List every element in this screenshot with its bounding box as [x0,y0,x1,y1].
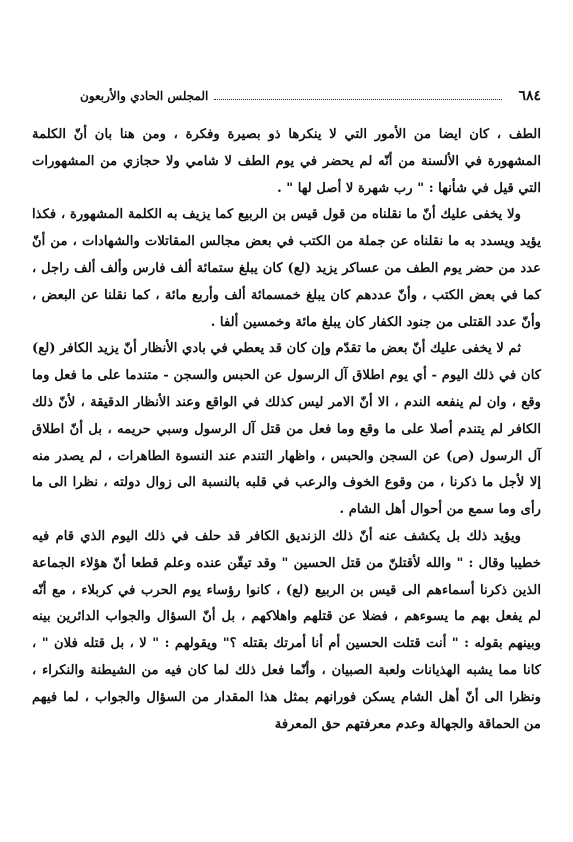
body-text [32,122,541,738]
running-header [80,88,541,108]
chapter-title: المجلس الحادي والأربعون [80,89,209,103]
paragraph: ويؤيد ذلك بل يكشف عنه أنّ ذلك الزنديق الكافر قد حلف في ذلك اليوم الذي قام فيه خطيبا وقال : " والله لأقتلنّ من قتل الحسين " وقد تيقّن عنده وعلم قطعا أنّ هؤلاء الجماعة الذين ذكرنا أسماءهم الى قيس بن الربيع (لع) ، كانوا رؤساء يوم الحرب في كربلاء ، مع أنّه لم يفعل بهم ما يسوءهم ، فضلا عن قتلهم واهلاكهم ، بل أنّ السؤال والجواب الدائرين بينه وبينهم بقوله : " أنت قتلت الحسين أم أنا أمرتك بقتله ؟" ويقولهم : " لا ، بل قتله فلان " ، كانا مما يشبه الهذيانات ولعبة الصبيان ، وأنّما فعل ذلك لما كان فيه من الشيطنة والنكراء ، ونظرا الى أنّ أهل الشام يسكن فورانهم بمثل هذا المقدار من السؤال والجواب ، لما فيهم من الحماقة والجهالة وعدم معرفتهم حق المعرفة [32,528,541,732]
page-number: ٦٨٤ [518,88,541,104]
paragraph: ثم لا يخفى عليك أنّ بعض ما تقدّم وإن كان قد يعطي في بادي الأنظار أنّ يزيد الكافر (لع) كان في ذلك اليوم - أي يوم اطلاق آل الرسول عن الحبس والسجن - متندما على ما فعل وما وقع ، وان لم ينفعه الندم ، الا أنّ الامر ليس كذلك في الواقع وعند الأنظار الدقيقة ، لأنّ ذلك الكافر لم يتندم أصلا على ما وقع وما فعل من قتل آل الرسول وسبي حريمه ، بل أنّ اطلاق آل الرسول (ص) عن السجن والحبس ، واظهار التندم عند النسوة الطاهرات ، لم يصدر منه إلا لأجل ما ذكرنا ، من وقوع الخوف والرعب في قلبه بالنسبة الى زوال دولته ، نظرا الى ما رأى وما سمع من أحوال أهل الشام . [32,341,541,518]
paragraph: الطف ، كان ايضا من الأمور التي لا ينكرها ذو بصيرة وفكرة ، ومن هنا بان أنّ الكلمة المشهورة في الألسنة من أنّه لم يحضر في يوم الطف لا شامي ولا حجازي من المشهورات التي قيل في شأنها : " رب شهرة لا أصل لها " . [32,127,541,196]
paragraph: ولا يخفى عليك أنّ ما نقلناه من قول قيس بن الربيع كما يزيف به الكلمة المشهورة ، فكذا يؤيد ويسدد به ما نقلناه عن جملة من الكتب في بعض مجالس المقاتلات والشهادات ، من أنّ عدد من حضر يوم الطف من عساكر يزيد (لع) كان يبلغ ستمائة ألف فارس وألف ألف راجل ، كما في بعض الكتب ، وأنّ عددهم كان يبلغ خمسمائة ألف وأربع مائة ، كما نقلنا عن البعض ، وأنّ عدد القتلى من جنود الكفار كان يبلغ مائة وخمسين ألفا . [32,207,541,330]
header-dotted-leader [214,89,502,100]
